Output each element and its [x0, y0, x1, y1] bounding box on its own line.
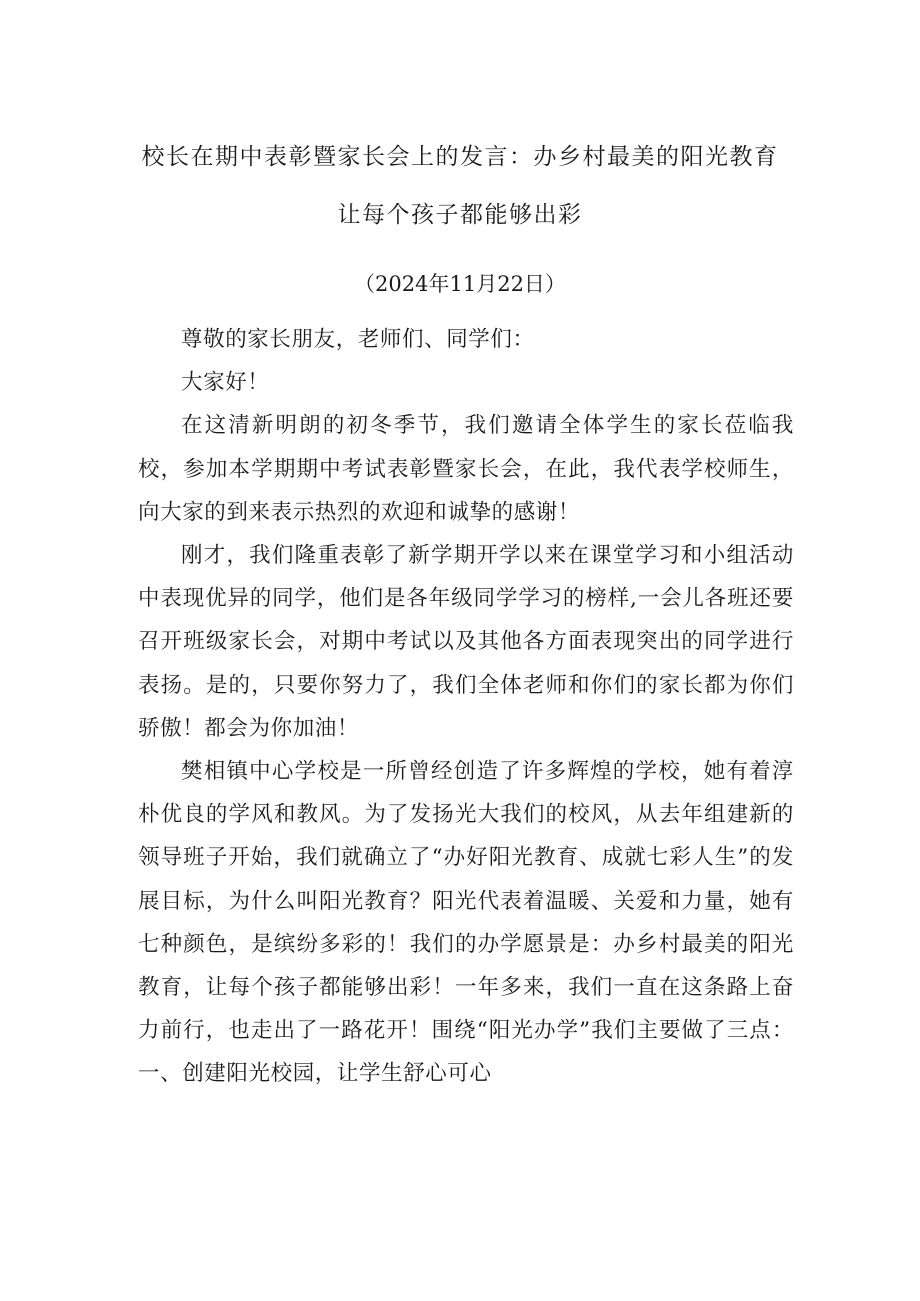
paragraph: 在这清新明朗的初冬季节，我们邀请全体学生的家长莅临我校，参加本学期期中考试表彰暨家长会，在此，我代表学校师生，向大家的到来表示热烈的欢迎和诚挚的感谢！: [138, 413, 794, 525]
document-body: [138, 318, 794, 1096]
document-date: （2024年11月22日）: [354, 272, 566, 296]
salutation: 尊敬的家长朋友，老师们、同学们：: [181, 327, 535, 352]
paragraph: 刚才，我们隆重表彰了新学期开学以来在课堂学习和小组活动中表现优异的同学，他们是各年级同学学习的榜样,一会儿各班还要召开班级家长会，对期中考试以及其他各方面表现突出的同学进行表扬。是的，只要你努力了，我们全体老师和你们的家长都为你们骄傲！都会为你加油！: [138, 543, 794, 741]
document-title-line-1: 校长在期中表彰暨家长会上的发言：办乡村最美的阳光教育: [141, 144, 779, 170]
document-title-line-2: 让每个孩子都能够出彩: [337, 202, 583, 228]
greeting: 大家好！: [181, 370, 270, 396]
paragraph: 樊相镇中心学校是一所曾经创造了许多辉煌的学校，她有着淳朴优良的学风和教风。为了发扬光大我们的校风，从去年组建新的领导班子开始，我们就确立了“办好阳光教育、成就七彩人生”的发展目标，为什么叫阳光教育？阳光代表着温暖、关爱和力量，她有七种颜色，是缤纷多彩的！我们的办学愿景是：办乡村最美的阳光教育，让每个孩子都能够出彩！一年多来，我们一直在这条路上奋力前行，也走出了一路花开！围绕“阳光办学”我们主要做了三点：一、创建阳光校园，让学生舒心可心: [138, 759, 794, 1087]
